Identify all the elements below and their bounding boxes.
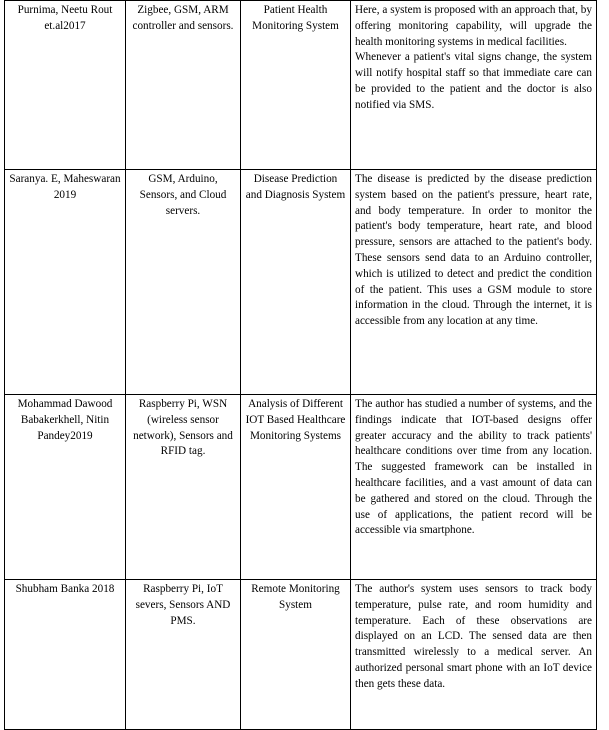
table-row [5, 170, 597, 395]
technology-cell: Zigbee, GSM, ARM controller and sensors. [126, 1, 241, 170]
technology-cell: GSM, Arduino, Sensors, and Cloud servers. [126, 170, 241, 395]
system-cell: Remote Monitoring System [241, 580, 351, 730]
table-row [5, 1, 597, 170]
description-paragraph: Here, a system is proposed with an approach that, by offering monitoring capability, will upgrade the health monitoring systems in medical facilities. [355, 4, 592, 48]
technology-cell: Raspberry Pi, IoT severs, Sensors AND PMS. [126, 580, 241, 730]
description-paragraph: The author's system uses sensors to track body temperature, pulse rate, and room humidity and temperature. Each of these observations are displayed on an LCD. The sensed data are then transmitted wirelessly to a medical server. An authorized personal smart phone with an IoT device then gets these data. [355, 583, 592, 690]
system-cell: Patient Health Monitoring System [241, 1, 351, 170]
description-cell [351, 395, 597, 580]
table-row [5, 580, 597, 730]
author-cell: Mohammad Dawood Babakerkhell, Nitin Pandey2019 [5, 395, 126, 580]
description-paragraph: The author has studied a number of systems, and the findings indicate that IOT-based designs offer greater accuracy and the ability to track patients' healthcare conditions over time from any location. The suggested framework can be installed in healthcare facilities, and a vast amount of data can be gathered and stored on the cloud. Through the use of applications, the patient record will be accessible via smartphone. [355, 398, 592, 537]
system-cell: Disease Prediction and Diagnosis System [241, 170, 351, 395]
literature-survey-table [4, 0, 597, 730]
technology-cell: Raspberry Pi, WSN (wireless sensor network), Sensors and RFID tag. [126, 395, 241, 580]
description-paragraph: Whenever a patient's vital signs change, the system will notify hospital staff so that immediate care can be provided to the patient and the doctor is also notified via SMS. [355, 51, 592, 111]
description-cell [351, 170, 597, 395]
description-cell [351, 1, 597, 170]
description-paragraph: The disease is predicted by the disease prediction system based on the patient's pressure, heart rate, and body temperature. In order to monitor the patient's body temperature, heart rate, and blood pressure, sensors are attached to the patient's body. These sensors send data to an Arduino controller, which is utilized to detect and predict the condition of the patient. This uses a GSM module to store information in the cloud. Through the internet, it is accessible from any location at any time. [355, 173, 592, 328]
author-cell: Purnima, Neetu Rout et.al2017 [5, 1, 126, 170]
author-cell: Shubham Banka 2018 [5, 580, 126, 730]
table-row [5, 395, 597, 580]
system-cell: Analysis of Different IOT Based Healthcare Monitoring Systems [241, 395, 351, 580]
description-cell [351, 580, 597, 730]
author-cell: Saranya. E, Maheswaran 2019 [5, 170, 126, 395]
